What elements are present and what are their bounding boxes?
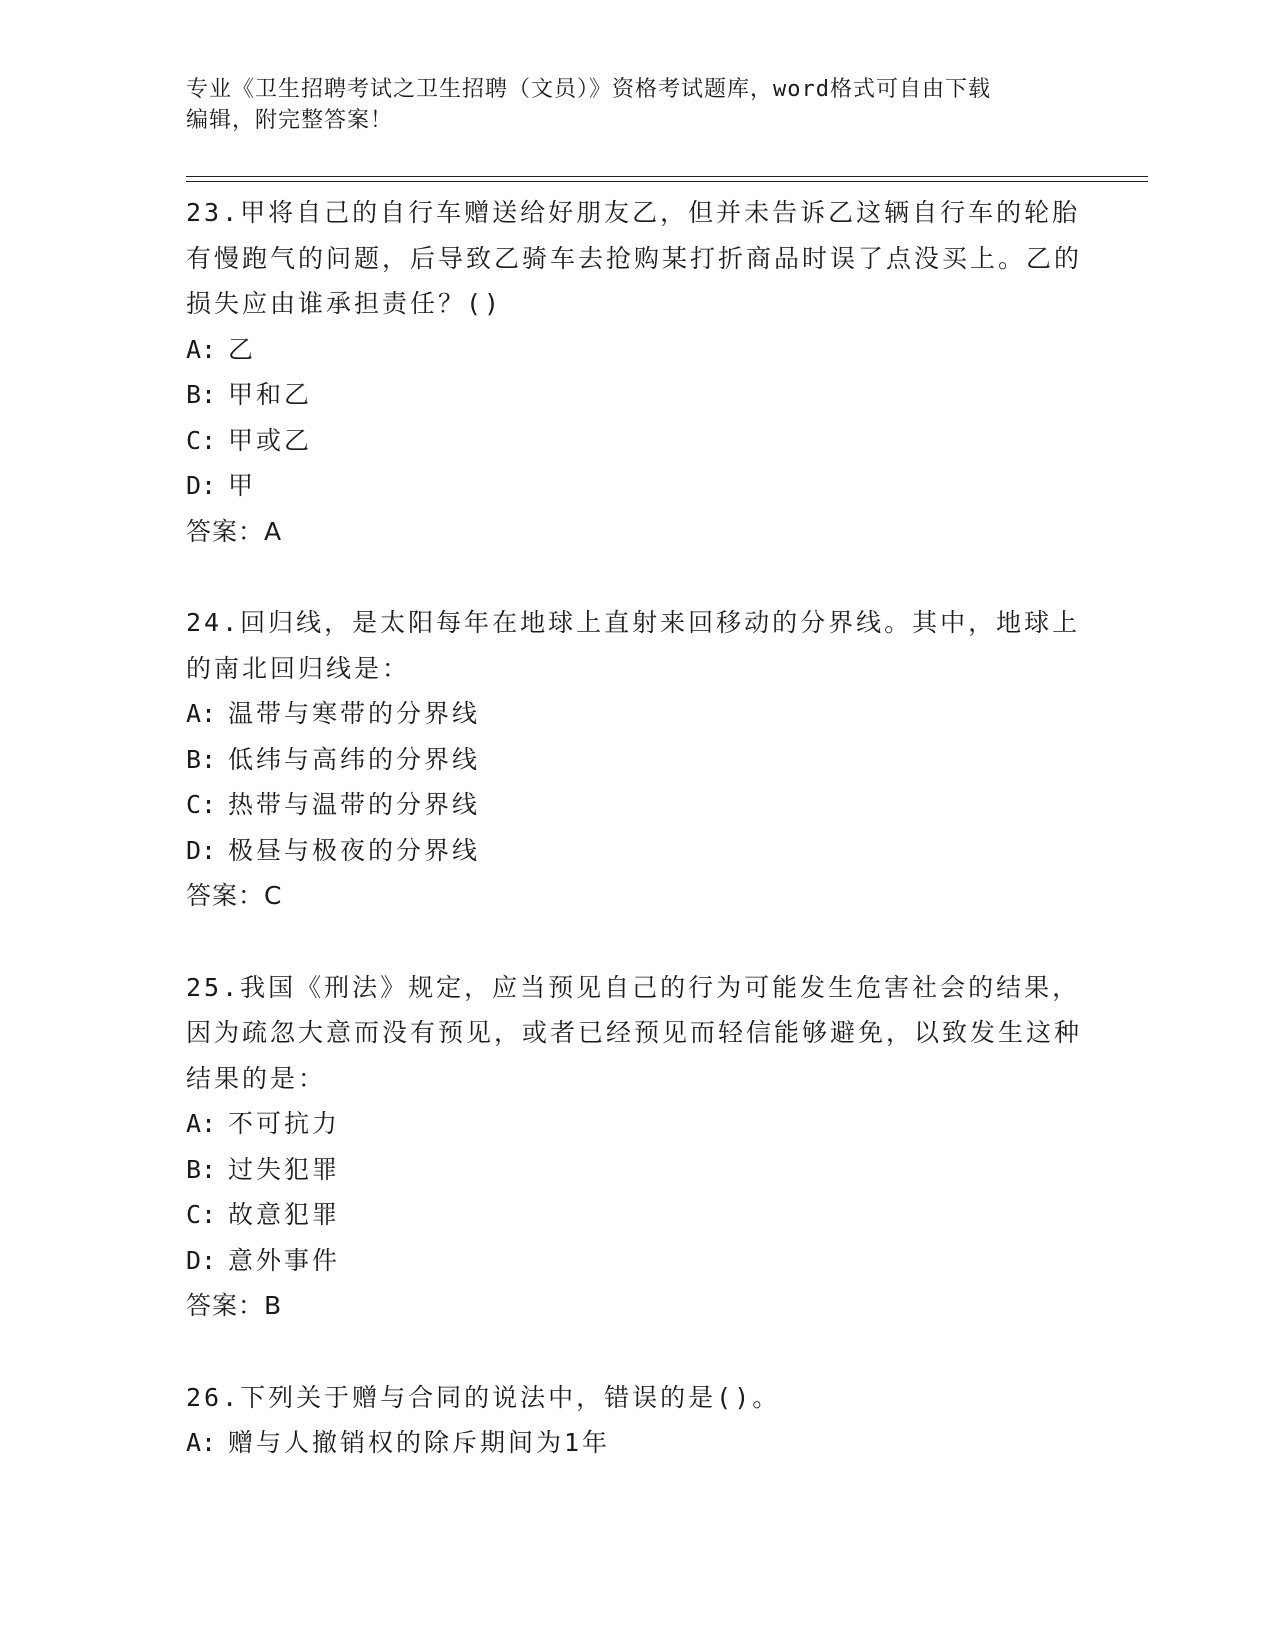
option-text: 过失犯罪 xyxy=(228,1154,341,1184)
option-b xyxy=(186,1147,1086,1193)
option-letter: A: xyxy=(186,699,217,728)
option-text: 温带与寒带的分界线 xyxy=(228,699,481,728)
document-header xyxy=(186,74,1066,136)
option-text: 赠与人撤销权的除斥期间为1年 xyxy=(228,1428,611,1457)
option-c xyxy=(186,418,1086,464)
option-text: 热带与温带的分界线 xyxy=(228,790,481,819)
option-text: 甲和乙 xyxy=(228,380,313,409)
option-text: 不可抗力 xyxy=(228,1109,341,1138)
question-stem: 23.甲将自己的自行车赠送给好朋友乙，但并未告诉乙这辆自行车的轮胎有慢跑气的问题，后导致乙骑车去抢购某打折商品时误了点没买上。乙的损失应由谁承担责任？() xyxy=(186,198,1083,318)
option-d xyxy=(186,1238,1086,1284)
header-divider-top xyxy=(186,176,1148,177)
question-spacer xyxy=(186,919,1086,965)
option-text: 意外事件 xyxy=(228,1245,341,1275)
option-a xyxy=(186,1420,1086,1466)
option-a xyxy=(186,691,1086,737)
option-text: 低纬与高纬的分界线 xyxy=(228,744,481,774)
answer-line: 答案：B xyxy=(186,1291,283,1320)
question-spacer xyxy=(186,1329,1086,1375)
option-d xyxy=(186,463,1086,509)
option-c xyxy=(186,782,1086,828)
option-letter: D: xyxy=(186,1245,217,1275)
question-stem: 25.我国《刑法》规定，应当预见自己的行为可能发生危害社会的结果，因为疏忽大意而没有预见，或者已经预见而轻信能够避免，以致发生这种结果的是： xyxy=(186,972,1083,1093)
option-text: 甲或乙 xyxy=(228,425,313,455)
option-b xyxy=(186,737,1086,783)
option-letter: B: xyxy=(186,1154,217,1184)
question-list xyxy=(186,190,1086,1466)
option-letter: A: xyxy=(186,1109,217,1138)
option-letter: C: xyxy=(186,425,217,455)
option-letter: C: xyxy=(186,790,217,819)
option-text: 极昼与极夜的分界线 xyxy=(228,835,481,865)
option-a xyxy=(186,1101,1086,1147)
option-letter: A: xyxy=(186,1428,217,1457)
option-b xyxy=(186,372,1086,418)
option-letter: B: xyxy=(186,744,217,774)
header-divider-bottom xyxy=(186,181,1148,182)
option-letter: D: xyxy=(186,471,217,500)
header-line-2: 编辑，附完整答案！ xyxy=(186,108,394,133)
option-c xyxy=(186,1192,1086,1238)
answer-line: 答案：A xyxy=(186,516,283,546)
question-spacer xyxy=(186,554,1086,600)
option-letter: A: xyxy=(186,334,217,364)
question-23 xyxy=(186,190,1086,554)
option-text: 故意犯罪 xyxy=(228,1200,341,1229)
option-a xyxy=(186,327,1086,373)
option-letter: C: xyxy=(186,1200,217,1229)
question-26 xyxy=(186,1375,1086,1466)
option-text: 甲 xyxy=(228,471,257,500)
option-letter: B: xyxy=(186,380,217,409)
question-25 xyxy=(186,965,1086,1329)
option-d xyxy=(186,828,1086,874)
question-24 xyxy=(186,600,1086,919)
header-line-1: 专业《卫生招聘考试之卫生招聘（文员）》资格考试题库，word格式可自由下载 xyxy=(186,77,991,102)
question-stem: 24.回归线，是太阳每年在地球上直射来回移动的分界线。其中，地球上的南北回归线是： xyxy=(186,608,1081,683)
option-text: 乙 xyxy=(228,334,257,364)
question-stem: 26.下列关于赠与合同的说法中，错误的是()。 xyxy=(186,1382,781,1412)
option-letter: D: xyxy=(186,835,217,865)
answer-line: 答案：C xyxy=(186,881,283,910)
